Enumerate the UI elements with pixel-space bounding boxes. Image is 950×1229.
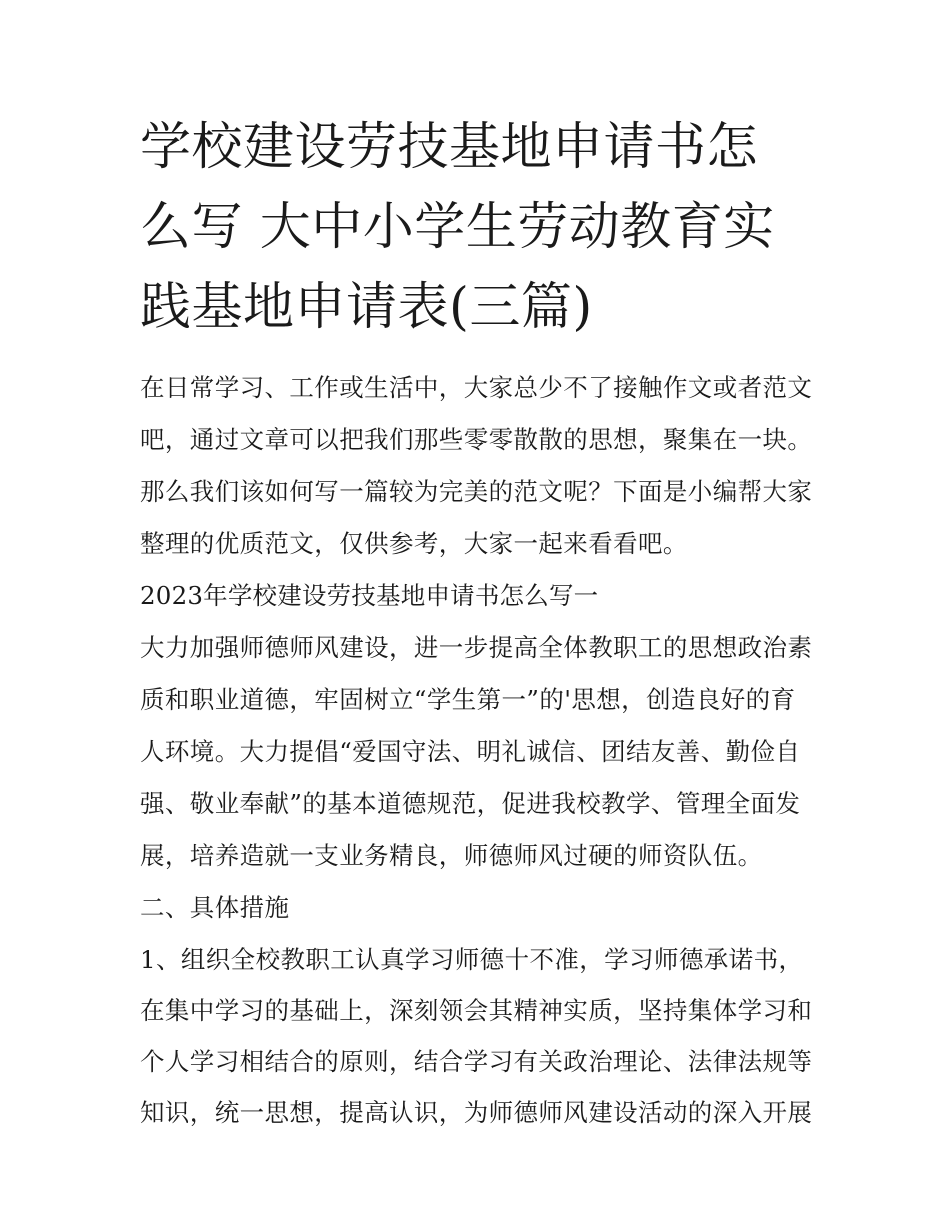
title-block [140, 108, 820, 348]
body-paragraph: 大力加强师德师风建设，进一步提高全体教职工的思想政治素质和职业道德，牢固树立“学生第一”的'思想，创造良好的育人环境。大力提倡“爱国守法、明礼诚信、团结友善、勤俭自强、敬业奉献”的基本道德规范，促进我校教学、管理全面发展，培养造就一支业务精良，师德师风过硬的师资队伍。 [140, 633, 813, 870]
document-page [140, 108, 820, 1138]
document-title: 学校建设劳技基地申请书怎么写 大中小学生劳动教育实践基地申请表(三篇) [140, 118, 775, 337]
measure-item-1: 1、组织全校教职工认真学习师德十不准，学习师德承诺书，在集中学习的基础上，深刻领会其精神实质，坚持集体学习和个人学习相结合的原则，结合学习有关政治理论、法律法规等知识，统一思想，提高认识，为师德师风建设活动的深入开展 [140, 945, 813, 1127]
intro-paragraph: 在日常学习、工作或生活中，大家总少不了接触作文或者范文吧，通过文章可以把我们那些零零散散的思想，聚集在一块。那么我们该如何写一篇较为完美的范文呢？下面是小编帮大家整理的优质范文，仅供参考，大家一起来看看吧。 [140, 373, 813, 558]
section-heading: 2023年学校建设劳技基地申请书怎么写一 [140, 581, 599, 610]
subheading-measures: 二、具体措施 [140, 893, 290, 922]
